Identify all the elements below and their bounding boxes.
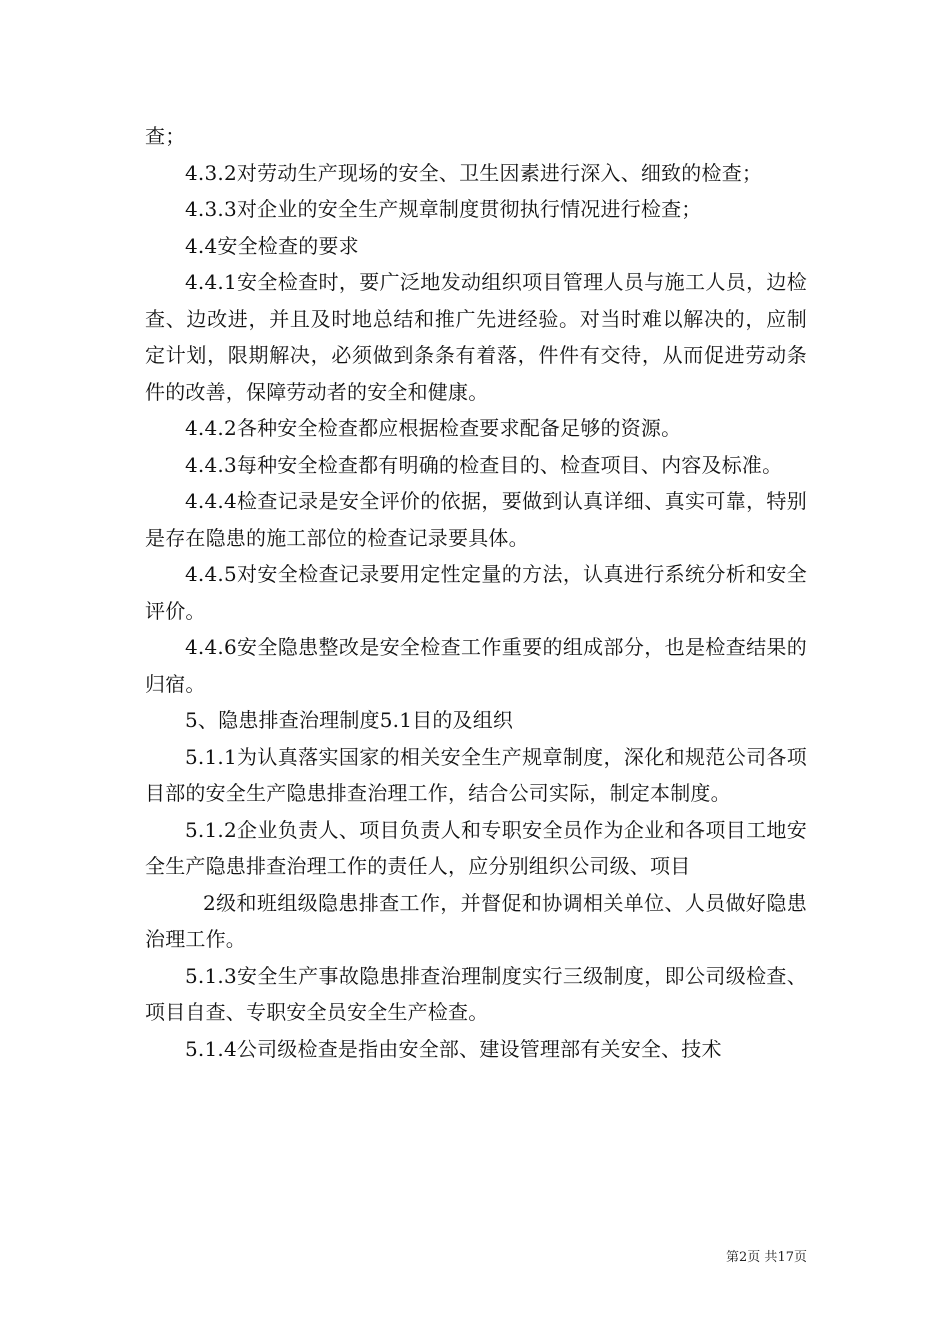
paragraph-10: 5、隐患排查治理制度5.1目的及组织 xyxy=(185,708,514,732)
footer-page-label: 第 xyxy=(726,1250,740,1265)
paragraph-13: 2级和班组级隐患排查工作，并督促和协调相关单位、人员做好隐患治理工作。 xyxy=(145,890,807,951)
paragraph-4: 4.4.1安全检查时，要广泛地发动组织项目管理人员与施工人员，边检查、边改进，并且及时地总结和推广先进经验。对当时难以解决的，应制定计划，限期解决，必须做到条条有着落，件件有交待，从而促进劳动条件的改善，保障劳动者的安全和健康。 xyxy=(145,270,807,404)
paragraph-7: 4.4.4检查记录是安全评价的依据，要做到认真详细、真实可靠，特别是存在隐患的施工部位的检查记录要具体。 xyxy=(145,489,807,550)
paragraph-11: 5.1.1为认真落实国家的相关安全生产规章制度，深化和规范公司各项目部的安全生产隐患排查治理工作，结合公司实际，制定本制度。 xyxy=(145,744,807,805)
paragraph-12: 5.1.2企业负责人、项目负责人和专职安全员作为企业和各项目工地安全生产隐患排查治理工作的责任人，应分别组织公司级、项目 xyxy=(145,817,807,878)
paragraph-0: 查； xyxy=(145,124,186,148)
document-body xyxy=(145,118,807,1067)
footer-page-mid: 页 共 xyxy=(747,1250,778,1265)
paragraph-6: 4.4.3每种安全检查都有明确的检查目的、检查项目、内容及标准。 xyxy=(185,452,783,477)
paragraph-8: 4.4.5对安全检查记录要用定性定量的方法，认真进行系统分析和安全评价。 xyxy=(145,562,807,623)
paragraph-15: 5.1.4公司级检查是指由安全部、建设管理部有关安全、技术 xyxy=(185,1036,722,1061)
paragraph-5: 4.4.2各种安全检查都应根据检查要求配备足够的资源。 xyxy=(185,416,682,440)
paragraph-9: 4.4.6安全隐患整改是安全检查工作重要的组成部分，也是检查结果的归宿。 xyxy=(145,635,807,696)
footer-page-total: 17 xyxy=(777,1250,794,1265)
paragraph-2: 4.3.3对企业的安全生产规章制度贯彻执行情况进行检查； xyxy=(185,197,702,221)
page-footer xyxy=(0,1246,950,1265)
footer-page-end: 页 xyxy=(793,1250,807,1265)
paragraph-14: 5.1.3安全生产事故隐患排查治理制度实行三级制度，即公司级检查、项目自查、专职安全员安全生产检查。 xyxy=(145,963,807,1024)
paragraph-3: 4.4安全检查的要求 xyxy=(185,233,359,258)
paragraph-1: 4.3.2对劳动生产现场的安全、卫生因素进行深入、细致的检查； xyxy=(185,160,763,185)
footer-page-number: 2 xyxy=(739,1250,748,1265)
